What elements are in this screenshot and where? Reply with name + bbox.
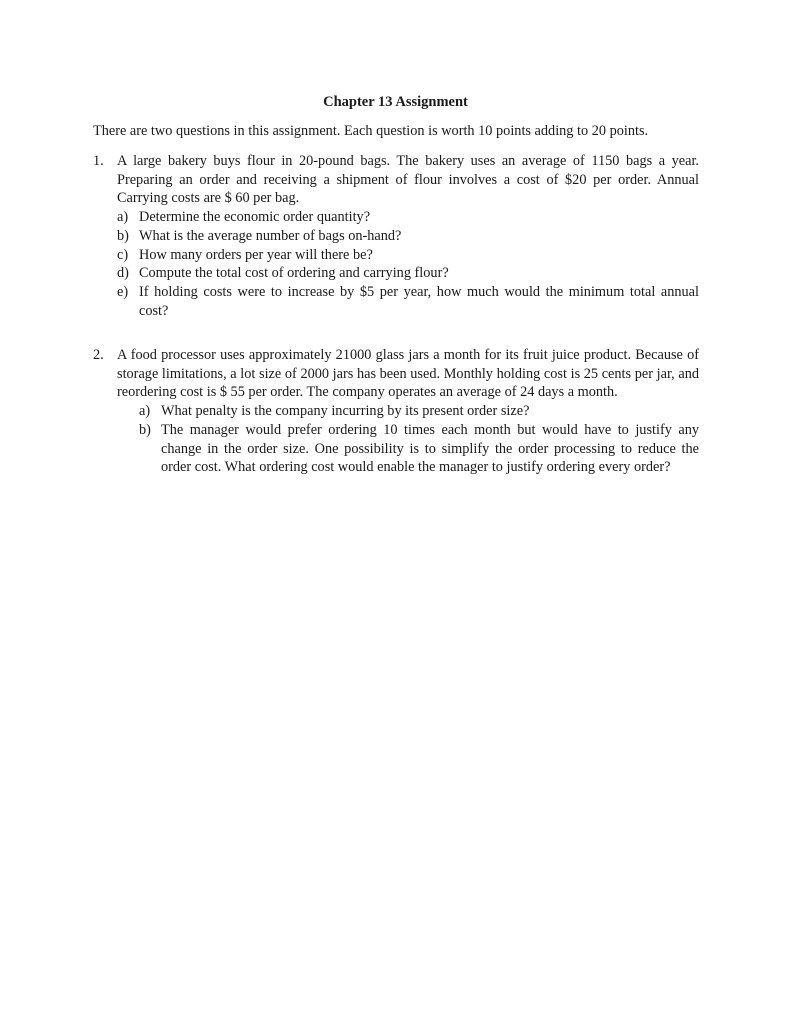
sub-question-list	[117, 208, 699, 320]
sub-question-label: a)	[139, 403, 151, 420]
sub-question	[117, 208, 699, 227]
sub-question	[139, 421, 699, 477]
sub-question-text: The manager would prefer ordering 10 times each month but would have to justify any change in the order size. One possibility is to simplify the order processing to reduce the order cost. What ordering cost would enable the manager to justify ordering every order?	[161, 421, 699, 476]
question-2	[93, 346, 699, 477]
sub-question-label: d)	[117, 265, 129, 282]
sub-question	[117, 264, 699, 283]
sub-question-label: c)	[117, 246, 129, 263]
sub-question	[117, 227, 699, 246]
question-number: 1.	[93, 153, 104, 169]
sub-question	[117, 246, 699, 265]
sub-question-label: b)	[117, 227, 129, 244]
question-1	[93, 152, 699, 320]
sub-question-text: Compute the total cost of ordering and carrying flour?	[139, 265, 449, 282]
sub-question-label: e)	[117, 283, 129, 300]
question-text: A food processor uses approximately 21000 glass jars a month for its fruit juice product. Because of storage limitations, a lot size of 2000 jars has been used. Monthly holding cost is 25 cents per jar, and reordering cost is $ 55 per order. The company operates an average of 24 days a month.	[117, 347, 699, 401]
page-title: Chapter 13 Assignment	[323, 94, 468, 110]
sub-question-text: How many orders per year will there be?	[139, 246, 373, 263]
sub-question-label: a)	[117, 209, 129, 226]
sub-question-text: What is the average number of bags on-hand?	[139, 227, 402, 244]
question-text: A large bakery buys flour in 20-pound bags. The bakery uses an average of 1150 bags a year. Preparing an order and receiving a shipment of flour involves a cost of $20 per order. Annual Carrying costs are $ 60 per bag.	[117, 153, 699, 207]
sub-question	[117, 283, 699, 320]
sub-question-list	[139, 402, 699, 477]
sub-question-text: What penalty is the company incurring by its present order size?	[161, 403, 530, 420]
intro-paragraph: There are two questions in this assignment. Each question is worth 10 points adding to 20 points.	[93, 123, 649, 139]
sub-question	[139, 402, 699, 421]
sub-question-text: Determine the economic order quantity?	[139, 209, 371, 226]
sub-question-text: If holding costs were to increase by $5 per year, how much would the minimum total annual cost?	[139, 283, 699, 319]
sub-question-label: b)	[139, 421, 151, 438]
question-number: 2.	[93, 347, 104, 363]
